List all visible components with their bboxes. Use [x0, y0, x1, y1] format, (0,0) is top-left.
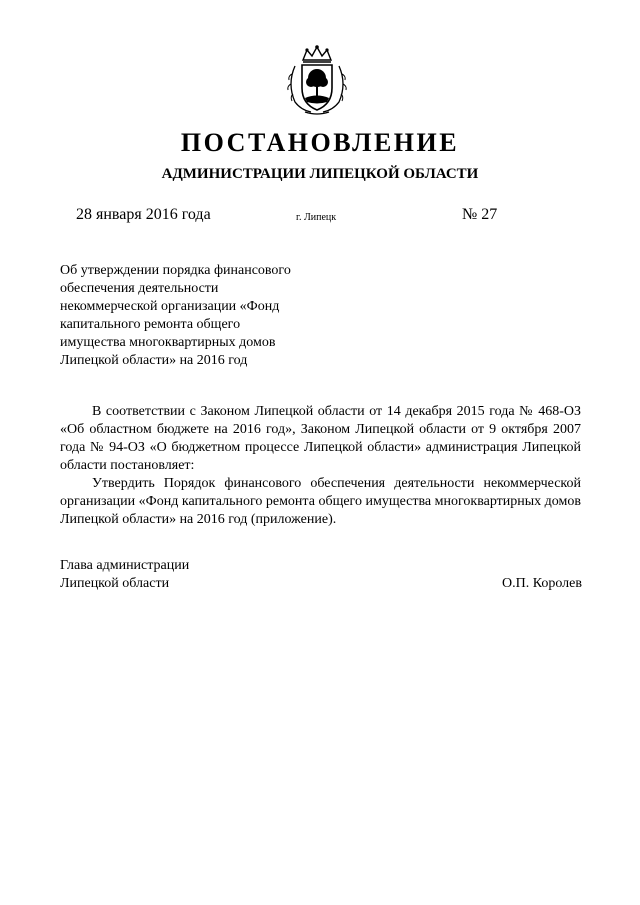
document-number: № 27: [462, 206, 498, 223]
subject-line: обеспечения деятельности: [60, 281, 219, 296]
coat-of-arms-emblem-icon: [281, 44, 353, 116]
document-city: г. Липецк: [296, 212, 337, 223]
issuing-authority: АДМИНИСТРАЦИИ ЛИПЕЦКОЙ ОБЛАСТИ: [161, 166, 479, 182]
subject-line: капитального ремонта общего: [60, 317, 241, 332]
signatory-position-line: Глава администрации: [60, 558, 190, 573]
subject-line: Липецкой области» на 2016 год: [60, 353, 248, 368]
document-title: ПОСТАНОВЛЕНИЕ: [180, 128, 460, 157]
document-body: [60, 403, 581, 529]
body-paragraph-preamble: В соответствии с Законом Липецкой области от 14 декабря 2015 года № 468-ОЗ «Об областном бюджете на 2016 год», Законом Липецкой области от 9 октября 2007 года № 94-ОЗ «О бюджетном процессе Липецкой области» администрация Липецкой области постановляет:: [60, 404, 581, 473]
subject-line: некоммерческой организации «Фонд: [60, 299, 280, 314]
document-subject: [60, 262, 330, 370]
signatory-position: [60, 557, 189, 593]
signatory-position-line: Липецкой области: [60, 576, 170, 591]
signatory-name: О.П. Королев: [502, 576, 582, 591]
body-paragraph-resolution: Утвердить Порядок финансового обеспечения деятельности некоммерческой организации «Фонд капитального ремонта общего имущества многоквартирных домов Липецкой области» на 2016 год (приложение).: [60, 476, 581, 527]
subject-line: Об утверждении порядка финансового: [60, 263, 291, 278]
subject-line: имущества многоквартирных домов: [60, 335, 276, 350]
document-date: 28 января 2016 года: [76, 206, 211, 223]
